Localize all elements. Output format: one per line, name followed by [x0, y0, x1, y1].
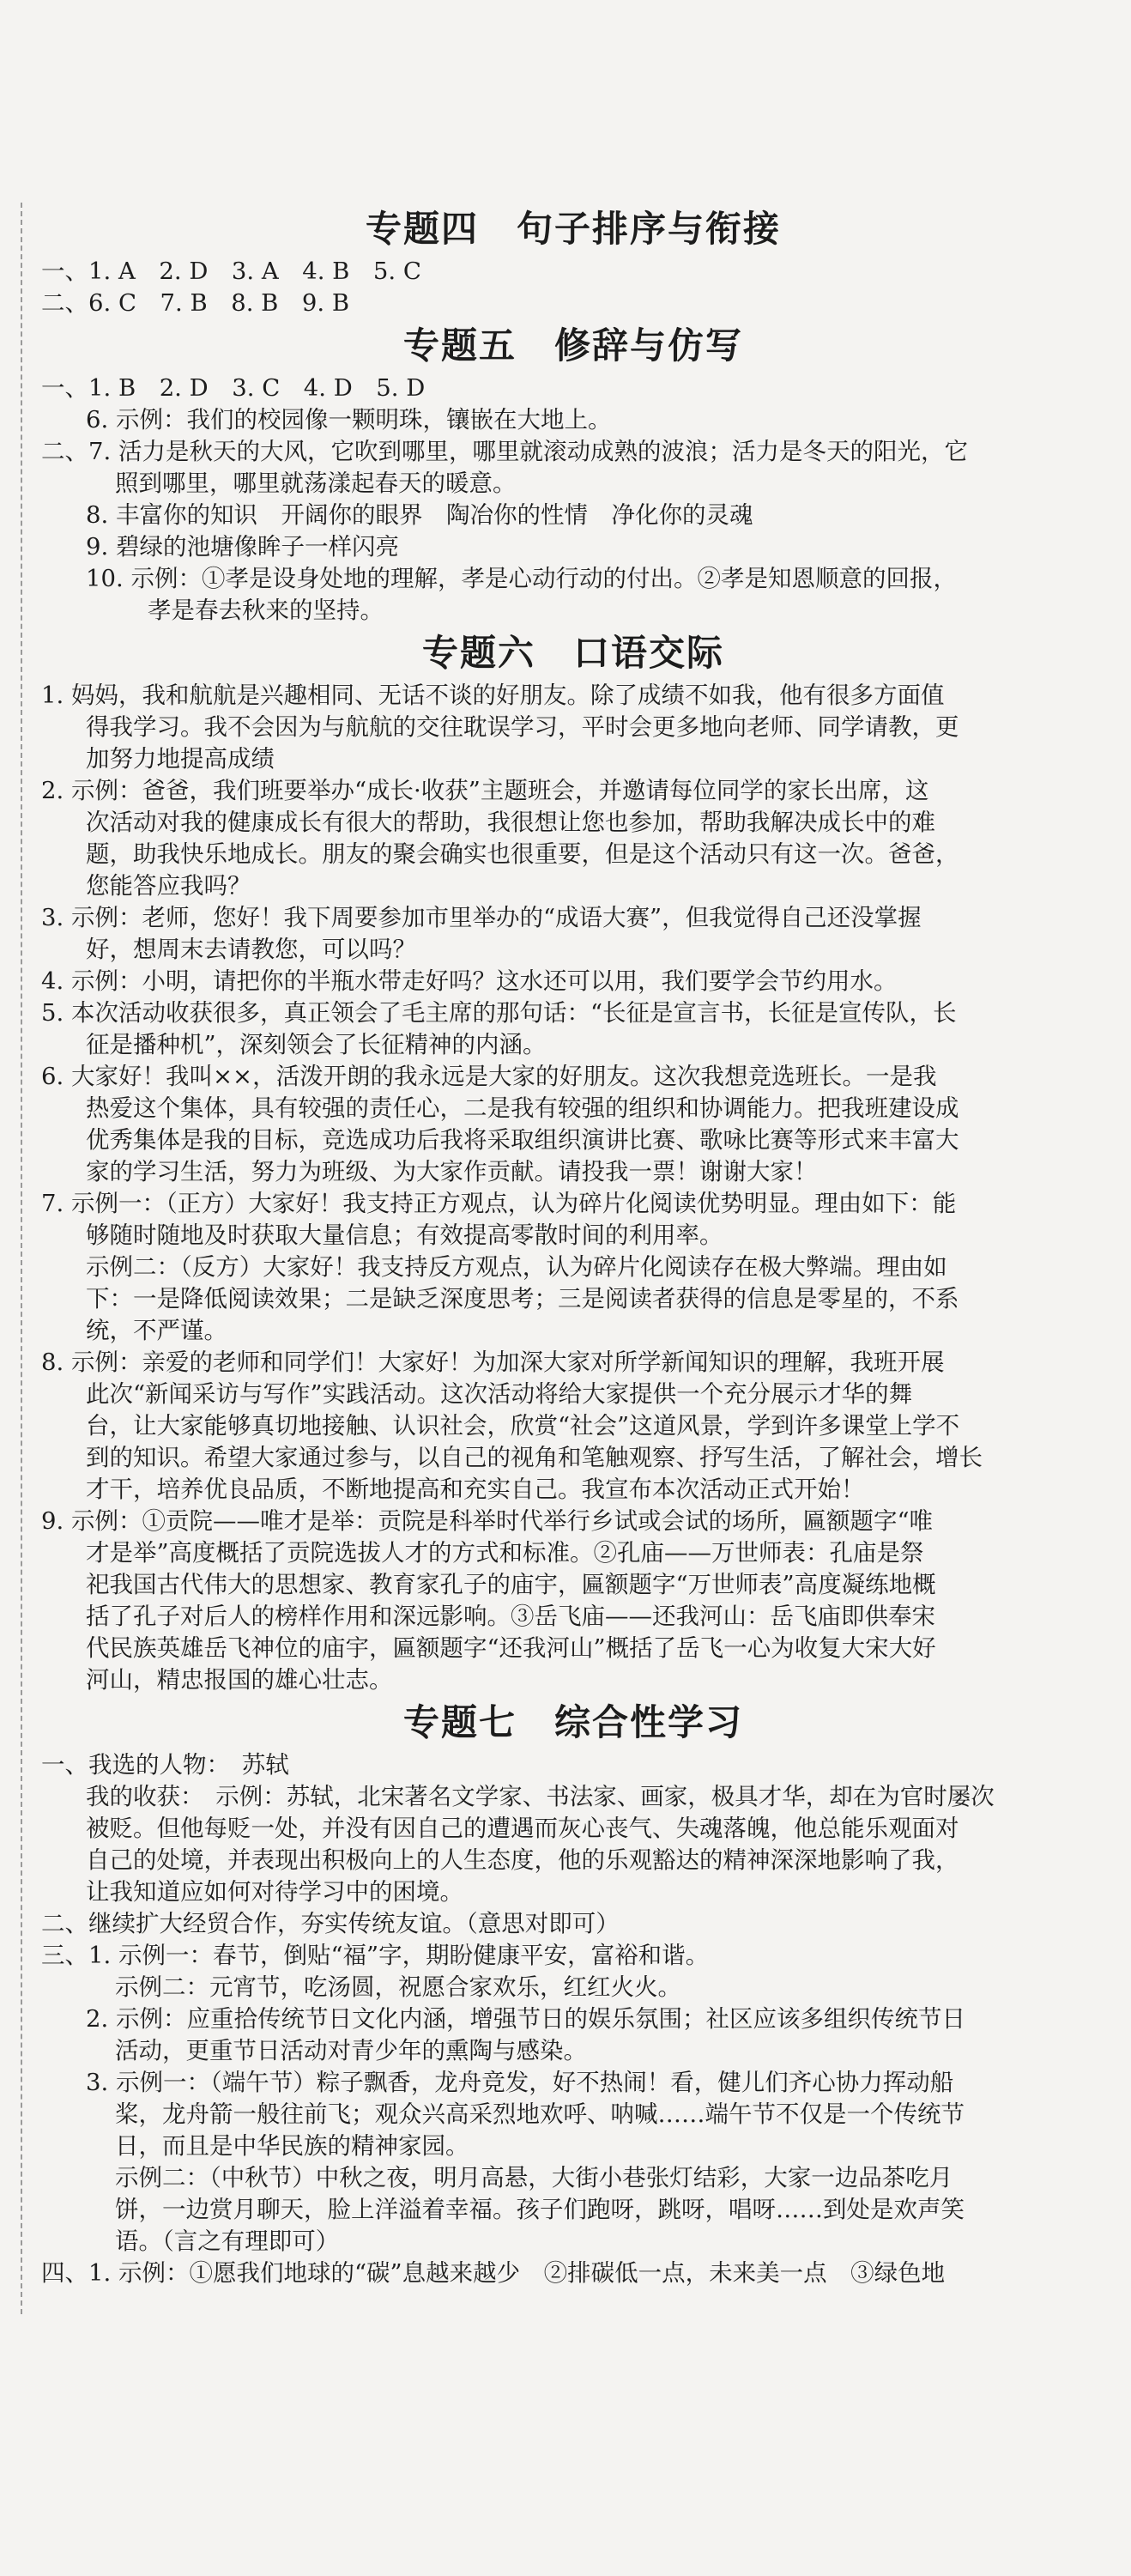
answer-line: 桨，龙舟箭一般往前飞；观众兴高采烈地欢呼、呐喊……端午节不仅是一个传统节 — [115, 2100, 965, 2128]
answer-line: 好，想周末去请教您，可以吗？ — [86, 936, 416, 963]
answer-line: 家的学习生活，努力为班级、为大家作贡献。请投我一票！谢谢大家！ — [86, 1158, 818, 1185]
answer-line: 二、7. 活力是秋天的大风，它吹到哪里，哪里就滚动成熟的波浪；活力是冬天的阳光，它 — [41, 438, 968, 465]
answer-line: 台，让大家能够真切地接触、认识社会，欣赏“社会”这道风景，学到许多课堂上学不 — [86, 1412, 960, 1440]
answer-line: 4. 示例：小明，请把你的半瓶水带走好吗？这水还可以用，我们要学会节约用水。 — [41, 967, 898, 995]
answer-line: 照到哪里，哪里就荡漾起春天的暖意。 — [115, 470, 517, 497]
answer-line: 到的知识。希望大家通过参与，以自己的视角和笔触观察、抒写生活，了解社会，增长 — [86, 1444, 983, 1471]
answer-line: 一、1. A 2. D 3. A 4. B 5. C — [41, 258, 421, 285]
answer-line: 活动，更重节日活动对青少年的熏陶与感染。 — [115, 2037, 587, 2064]
answer-line: 一、我选的人物： 苏轼 — [41, 1751, 289, 1779]
answer-line: 热爱这个集体，具有较强的责任心，二是我有较强的组织和协调能力。把我班建设成 — [86, 1094, 959, 1122]
answer-line: 3. 示例：老师，您好！我下周要参加市里举办的“成语大赛”，但我觉得自己还没掌握 — [41, 904, 922, 931]
answer-line: 3. 示例一：（端午节）粽子飘香，龙舟竞发，好不热闹！看，健儿们齐心协力挥动船 — [86, 2069, 954, 2096]
answer-line: 9. 示例：①贡院——唯才是举：贡院是科举时代举行乡试或会试的场所，匾额题字“唯 — [41, 1507, 934, 1535]
answer-line: 统，不严谨。 — [86, 1317, 227, 1344]
answer-line: 6. 示例：我们的校园像一颗明珠，镶嵌在大地上。 — [86, 406, 612, 433]
answer-line: 征是播种机”，深刻领会了长征精神的内涵。 — [86, 1031, 547, 1058]
section-title: 专题六 口语交际 — [421, 632, 724, 674]
answer-line: 日，而且是中华民族的精神家园。 — [115, 2132, 469, 2160]
answer-line: 被贬。但他每贬一处，并没有因自己的遭遇而灰心丧气、失魂落魄，他总能乐观面对 — [86, 1815, 959, 1842]
answer-line: 10. 示例：①孝是设身处地的理解，孝是心动行动的付出。②孝是知恩顺意的回报， — [86, 565, 957, 592]
answer-line: 才干，培养优良品质，不断地提高和充实自己。我宣布本次活动正式开始！ — [86, 1476, 865, 1503]
answer-line: 题，助我快乐地成长。朋友的聚会确实也很重要，但是这个活动只有这一次。爸爸， — [86, 840, 959, 868]
answer-line: 优秀集体是我的目标，竞选成功后我将采取组织演讲比赛、歌咏比赛等形式来丰富大 — [86, 1126, 959, 1154]
answer-line: 9. 碧绿的池塘像眸子一样闪亮 — [86, 533, 399, 561]
answer-line: 次活动对我的健康成长有很大的帮助，我很想让您也参加，帮助我解决成长中的难 — [86, 809, 935, 836]
section-title: 专题七 综合性学习 — [402, 1701, 743, 1743]
answer-line: 自己的处境，并表现出积极向上的人生态度，他的乐观豁达的精神深深地影响了我， — [86, 1846, 959, 1874]
answer-line: 2. 示例：爸爸，我们班要举办“成长·收获”主题班会，并邀请每位同学的家长出席，这 — [41, 777, 929, 804]
answer-line: 二、6. C 7. B 8. B 9. B — [41, 289, 350, 317]
answer-line: 四、1. 示例：①愿我们地球的“碳”息越来越少 ②排碳低一点，未来美一点 ③绿色地 — [41, 2259, 946, 2287]
answer-line: 8. 丰富你的知识 开阔你的眼界 陶冶你的性情 净化你的灵魂 — [86, 501, 753, 529]
answer-line: 我的收获： 示例：苏轼，北宋著名文学家、书法家、画家，极具才华，却在为官时屡次 — [86, 1783, 995, 1810]
answer-line: 二、继续扩大经贸合作，夯实传统友谊。（意思对即可） — [41, 1910, 620, 1937]
answer-line: 代民族英雄岳飞神位的庙宇，匾额题字“还我河山”概括了岳飞一心为收复大宋大好 — [86, 1634, 936, 1662]
answer-line: 孝是春去秋来的坚持。 — [148, 597, 384, 624]
answer-line: 三、1. 示例一：春节，倒贴“福”字，期盼健康平安，富裕和谐。 — [41, 1942, 710, 1969]
section-title: 专题四 句子排序与衔接 — [365, 208, 781, 250]
answer-line: 5. 本次活动收获很多，真正领会了毛主席的那句话：“长征是宣言书，长征是宣传队，长 — [41, 999, 957, 1027]
answer-line: 下：一是降低阅读效果；二是缺乏深度思考；三是阅读者获得的信息是零星的，不系 — [86, 1285, 959, 1312]
answer-line: 1. 妈妈，我和航航是兴趣相同、无话不谈的好朋友。除了成绩不如我，他有很多方面值 — [41, 682, 945, 709]
answer-line: 示例二：（反方）大家好！我支持反方观点，认为碎片化阅读存在极大弊端。理由如 — [86, 1253, 947, 1281]
answer-line: 括了孔子对后人的榜样作用和深远影响。③岳飞庙——还我河山：岳飞庙即供奉宋 — [86, 1603, 935, 1630]
answer-line: 得我学习。我不会因为与航航的交往耽误学习，平时会更多地向老师、同学请教，更 — [86, 713, 959, 741]
answer-line: 6. 大家好！我叫××，活泼开朗的我永远是大家的好朋友。这次我想竞选班长。一是我 — [41, 1063, 937, 1090]
section-title: 专题五 修辞与仿写 — [402, 324, 743, 367]
answer-line: 示例二：（中秋节）中秋之夜，明月高悬，大街小巷张灯结彩，大家一边品茶吃月 — [115, 2164, 953, 2191]
answer-line: 7. 示例一：（正方）大家好！我支持正方观点，认为碎片化阅读优势明显。理由如下：能 — [41, 1190, 957, 1217]
answer-line: 才是举”高度概括了贡院选拔人才的方式和标准。②孔庙——万世师表：孔庙是祭 — [86, 1539, 924, 1567]
answer-line: 您能答应我吗？ — [86, 872, 251, 900]
answer-content — [41, 203, 1105, 2289]
answer-line: 够随时随地及时获取大量信息；有效提高零散时间的利用率。 — [86, 1221, 723, 1249]
answer-line: 语。（言之有理即可） — [115, 2227, 340, 2255]
answer-line: 2. 示例：应重拾传统节日文化内涵，增强节日的娱乐氛围；社区应该多组织传统节日 — [86, 2005, 965, 2033]
answer-line: 祀我国古代伟大的思想家、教育家孔子的庙宇，匾额题字“万世师表”高度凝练地概 — [86, 1571, 936, 1598]
answer-line: 让我知道应如何对待学习中的困境。 — [86, 1878, 463, 1906]
answer-page — [21, 203, 1112, 2314]
answer-line: 河山，精忠报国的雄心壮志。 — [86, 1666, 393, 1694]
answer-line: 示例二：元宵节，吃汤圆，祝愿合家欢乐，红红火火。 — [115, 1973, 681, 2001]
answer-line: 加努力地提高成绩 — [86, 745, 275, 773]
answer-line: 此次“新闻采访与写作”实践活动。这次活动将给大家提供一个充分展示才华的舞 — [86, 1380, 913, 1408]
answer-line: 一、1. B 2. D 3. C 4. D 5. D — [41, 374, 426, 402]
answer-line: 饼，一边赏月聊天，脸上洋溢着幸福。孩子们跑呀，跳呀，唱呀……到处是欢声笑 — [115, 2196, 965, 2223]
answer-line: 8. 示例：亲爱的老师和同学们！大家好！为加深大家对所学新闻知识的理解，我班开展 — [41, 1349, 945, 1376]
